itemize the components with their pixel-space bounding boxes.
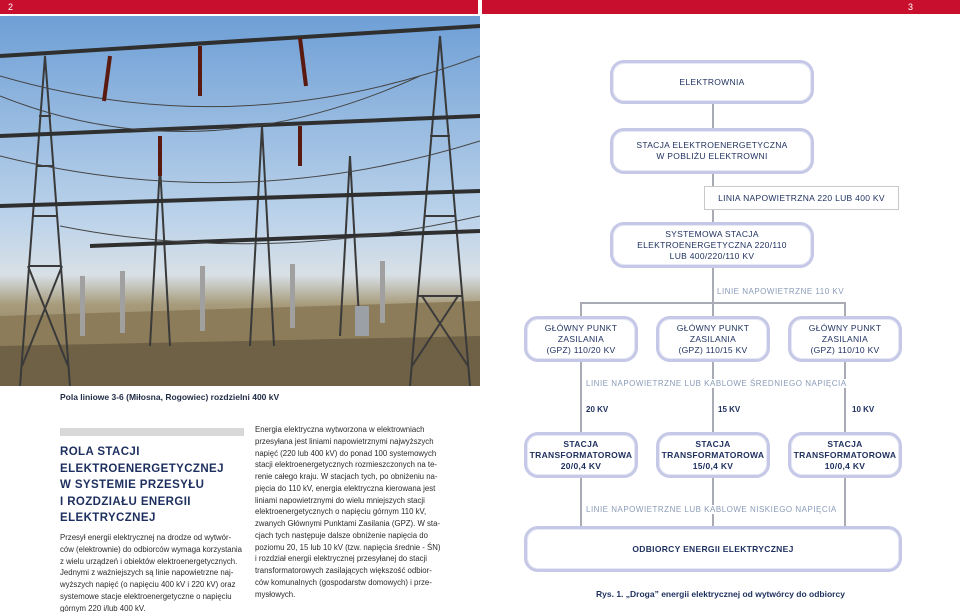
power-plant-label: ELEKTROWNIA [679,76,745,87]
figure-caption [596,589,845,599]
transformer-node-20 [524,432,638,478]
top-bar-left [0,0,478,14]
heading-line: ELEKTRYCZNEJ [60,512,156,524]
mv-lines-label: LINIE NAPOWIETRZNE LUB KABLOWE ŚREDNIEGO NAPIĘCIA [583,379,850,388]
connector-line [580,476,582,528]
page-number-left: 2 [0,0,58,14]
text-line: systemowe stacje elektroenergetyczne o napięciu [60,591,232,601]
connector-line [712,358,714,434]
hv-line-label: LINIA NAPOWIETRZNA 220 LUB 400 KV [718,193,885,203]
node-line: (GPZ) 110/10 KV [810,344,880,355]
text-line: i rozdział energii elektrycznej przesyłanej do stacji [255,554,428,564]
text-line: cjach tych następuje dalsze obniżenie napięcia do [255,530,428,540]
transformer-node-15 [656,432,770,478]
top-bar-right [482,0,960,14]
node-line: GŁÓWNY PUNKT [676,322,750,333]
figure-label: Rys. 1. [596,589,624,599]
text-line: pięcia do 110 kV, energia elektryczna kierowana jest [255,483,436,493]
node-line: GŁÓWNY PUNKT [544,322,618,333]
heading-line: ROLA STACJI [60,446,140,458]
node-line: (GPZ) 110/20 KV [546,344,616,355]
power-plant-node [610,60,814,104]
text-line: elektroenergetycznych o napięciu górnym 110 kV, [255,507,427,517]
node-line: (GPZ) 110/15 KV [678,344,748,355]
connector-line [712,476,714,528]
transformer-node-10 [788,432,902,478]
text-line: Energia elektryczna wytworzona w elektrowniach [255,425,425,434]
gpz-node-20 [524,316,638,362]
text-line: poziomu 20, 15 lub 10 kV (tzw. napięcia średnie - ŚN) [255,542,441,552]
text-line: renie całego kraju. W stacjach tych, po obniżeniu na- [255,472,438,481]
text-line: liniami napowietrznymi do wielu mniejszych stacji [255,495,425,505]
node-line: ZASILANIA [821,333,869,344]
text-line: stacji elektroenergetycznych rozmieszczonych na te- [255,460,438,470]
mv-voltage-15: 15 KV [718,405,741,414]
article-heading [60,444,250,527]
text-line: Przesył energii elektrycznej na drodze od wytwór- [60,533,232,542]
heading-line: W SYSTEMIE PRZESYŁU [60,479,205,491]
node-line: 20/0,4 KV [560,460,602,471]
consumers-node [524,526,902,572]
plant-station-node [610,128,814,174]
node-line: TRANSFORMATOROWA [793,449,897,460]
connector-line [580,358,582,434]
heading-band [60,428,244,436]
node-line: STACJA ELEKTROENERGETYCZNA [636,140,788,150]
text-line: zwanych Głównymi Punktami Zasilania (GPZ). W sta- [255,519,441,528]
node-line: 10/0,4 KV [824,460,866,471]
node-line: ZASILANIA [557,333,605,344]
article-paragraph-1 [60,532,247,612]
text-line: napięć (220 lub 400 kV) do ponad 100 systemowych [255,448,437,458]
hv-line-box [704,186,899,210]
text-line: Jednymi z ważniejszych są linie napowietrzne naj- [60,568,234,578]
consumers-label: ODBIORCY ENERGII ELEKTRYCZNEJ [632,543,794,554]
heading-line: ELEKTROENERGETYCZNEJ [60,462,224,475]
article-paragraph-2 [255,424,450,600]
page-number-right: 3 [898,0,960,14]
text-line: przesyłana jest liniami napowietrznymi najwyższych [255,436,434,446]
photo-caption: Pola liniowe 3-6 (Miłosna, Rogowiec) rozdzielni 400 kV [60,392,280,402]
text-line: transformatorowych zasilających większość odbior- [255,566,432,575]
node-line: STACJA [695,438,731,449]
text-line: wyższych napięć (o napięciu 400 kV i 220 kV) oraz [60,580,236,589]
text-line: ców (elektrownie) do odbiorców wymaga korzystania [60,544,243,554]
node-line: 15/0,4 KV [692,460,734,471]
mv-voltage-10: 10 KV [852,405,875,414]
node-line: LUB 400/220/110 KV [669,250,755,261]
connector-line [844,476,846,528]
node-line: SYSTEMOWA STACJA [665,228,759,239]
gpz-node-10 [788,316,902,362]
node-line: ELEKTROENERGETYCZNA 220/110 [637,239,787,250]
text-line: z wielu urządzeń i obiektów elektroenergetycznych. [60,556,238,566]
node-line: STACJA [563,438,599,449]
text-line: ców komunalnych (gospodarstw domowych) i prze- [255,577,432,587]
mv-voltage-20: 20 KV [586,405,609,414]
substation-photo [0,16,480,386]
figure-caption-text: „Droga” energii elektrycznej od wytwórcy do odbiorcy [625,589,845,599]
text-line: górnym 220 i/lub 400 kV. [60,603,146,612]
node-line: STACJA [827,438,863,449]
node-line: GŁÓWNY PUNKT [808,322,882,333]
node-line: TRANSFORMATOROWA [661,449,765,460]
text-line: mysłowych. [255,589,296,599]
gpz-node-15 [656,316,770,362]
node-line: W POBLIŻU ELEKTROWNI [656,151,768,161]
system-station-node [610,222,814,268]
connector-line [844,358,846,434]
node-line: TRANSFORMATOROWA [529,449,633,460]
connector-line [712,265,714,303]
node-line: ZASILANIA [689,333,737,344]
heading-line: I ROZDZIAŁU ENERGII [60,495,191,508]
lv-lines-label: LINIE NAPOWIETRZNE LUB KABLOWE NISKIEGO NAPIĘCIA [583,505,840,514]
lines-110-label: LINIE NAPOWIETRZNE 110 KV [714,287,847,296]
